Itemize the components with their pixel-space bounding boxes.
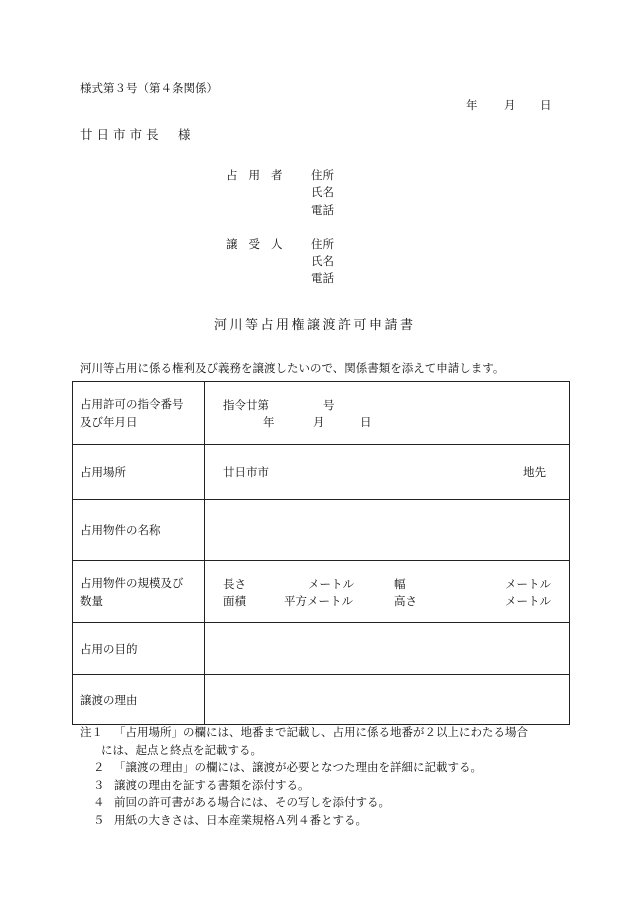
permit-number-label-cell [73, 382, 205, 445]
height-unit: メートル [505, 594, 551, 608]
note-1-line1: 「占用場所」の欄には、地番まで記載し、占用に係る地番が２以上にわたる場合 [114, 725, 528, 739]
intro-text: 河川等占用に係る権利及び義務を譲渡したいので、関係書類を添えて申請します。 [80, 361, 505, 375]
row-transfer-reason [73, 675, 570, 725]
transfer-reason-label: 譲渡の理由 [73, 675, 205, 725]
length-label: 長さ [223, 577, 246, 591]
permit-year: 年 [263, 415, 275, 429]
addressee: 廿日市市長 [80, 127, 163, 142]
occupant-role: 占用者 [226, 168, 294, 182]
height-label: 高さ [394, 594, 417, 608]
note-3-number: ３ [93, 777, 105, 792]
note-5 [80, 812, 367, 830]
date-month-label: 月 [504, 98, 516, 112]
note-3 [80, 777, 310, 795]
scale-label-line1: 占用物件の規模及び [80, 575, 184, 590]
note-1-number: 注１ [80, 725, 103, 739]
area-unit: 平方メートル [284, 594, 353, 608]
row-scale [73, 561, 570, 623]
note-2-text: 「譲渡の理由」の欄には、譲渡が必要となつた理由を詳細に記載する。 [114, 760, 482, 774]
permit-number-label-line2: 及び年月日 [80, 415, 138, 429]
location-value-cell[interactable] [205, 445, 570, 500]
permit-month: 月 [313, 415, 325, 429]
purpose-label: 占用の目的 [73, 623, 205, 675]
row-object-name [73, 500, 570, 561]
object-name-label: 占用物件の名称 [73, 500, 205, 561]
scale-value-cell[interactable] [205, 561, 570, 623]
location-label: 占用場所 [73, 445, 205, 500]
order-suffix: 号 [323, 398, 335, 412]
form-number: 様式第３号（第４条関係） [80, 81, 218, 95]
application-table [72, 381, 570, 725]
length-unit: メートル [308, 577, 354, 591]
purpose-value-cell[interactable] [205, 623, 570, 675]
scale-label-cell [73, 561, 205, 623]
area-label: 面積 [223, 594, 246, 608]
occupant-address-label: 住所 [311, 168, 334, 182]
transferee-role: 譲受人 [226, 237, 294, 251]
note-5-text: 用紙の大きさは、日本産業規格Ａ列４番とする。 [114, 812, 367, 827]
note-1-continued [80, 742, 262, 760]
note-1 [80, 724, 528, 742]
note-2-number: ２ [93, 760, 105, 774]
permit-day: 日 [360, 415, 372, 429]
location-city: 廿日市市 [223, 465, 269, 479]
transferee-phone-label: 電話 [311, 271, 334, 285]
width-unit: メートル [505, 577, 551, 591]
object-name-value-cell[interactable] [205, 500, 570, 561]
width-label: 幅 [394, 577, 406, 591]
row-purpose [73, 623, 570, 675]
transfer-reason-value-cell[interactable] [205, 675, 570, 725]
row-location [73, 445, 570, 500]
occupant-phone-label: 電話 [311, 203, 334, 217]
date-day-label: 日 [540, 98, 552, 112]
row-permit-number [73, 382, 570, 445]
transferee-name-label: 氏名 [311, 254, 334, 268]
page-title: 河川等占用権譲渡許可申請書 [214, 318, 416, 333]
permit-number-label-line1: 占用許可の指令番号 [80, 397, 184, 411]
addressee-suffix: 様 [178, 127, 191, 142]
occupant-name-label: 氏名 [311, 185, 334, 199]
note-2 [80, 759, 482, 777]
note-3-text: 譲渡の理由を証する書類を添付する。 [114, 777, 310, 792]
notes [80, 724, 528, 829]
note-5-number: ５ [93, 812, 105, 827]
order-prefix: 指令廿第 [223, 398, 269, 412]
date-year-label: 年 [466, 98, 478, 112]
note-1-line2: には、起点と終点を記載する。 [101, 742, 262, 757]
note-4 [80, 794, 390, 812]
note-4-number: ４ [93, 795, 105, 809]
permit-number-value-cell[interactable] [205, 382, 570, 445]
location-suffix: 地先 [523, 465, 546, 479]
note-4-text: 前回の許可書がある場合には、その写しを添付する。 [114, 795, 390, 809]
scale-label-line2: 数量 [80, 593, 103, 608]
transferee-address-label: 住所 [311, 237, 334, 251]
